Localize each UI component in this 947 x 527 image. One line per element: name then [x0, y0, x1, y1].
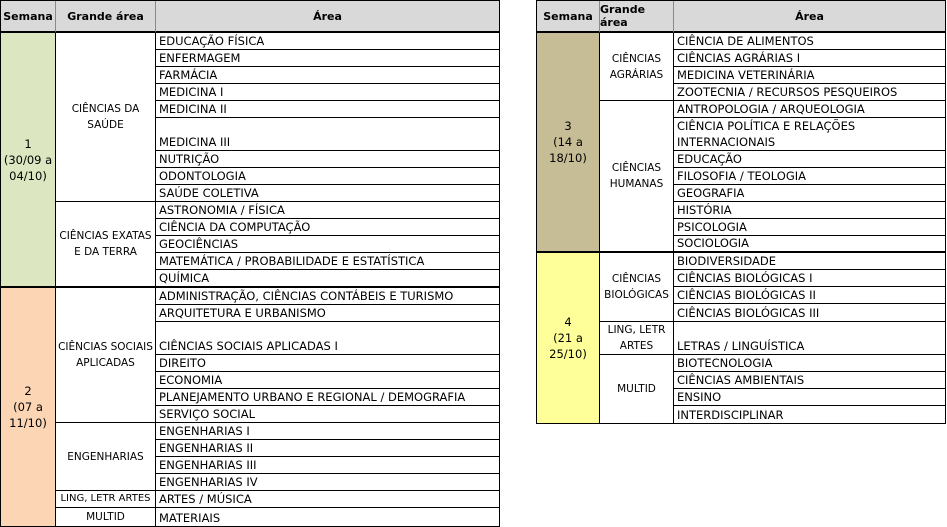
header-area: Área	[156, 0, 500, 33]
week-3-cell: 3 (14 a 18/10)	[536, 33, 600, 253]
grande-area-sociais-aplicadas: CIÊNCIAS SOCIAIS APLICADAS	[56, 288, 156, 423]
week-4-cell: 4 (21 a 25/10)	[536, 253, 600, 424]
area-row: CIÊNCIAS SOCIAIS APLICADAS I	[156, 322, 500, 355]
area-row: SOCIOLOGIA	[674, 236, 946, 253]
grande-area-exatas: CIÊNCIAS EXATAS E DA TERRA	[56, 202, 156, 288]
grande-area-humanas: CIÊNCIAS HUMANAS	[600, 101, 674, 253]
area-row: GEOGRAFIA	[674, 185, 946, 202]
area-row: PLANEJAMENTO URBANO E REGIONAL / DEMOGRAFIA	[156, 389, 500, 406]
area-row: ARQUITETURA E URBANISMO	[156, 305, 500, 322]
grande-area-multid: MULTID	[56, 508, 156, 527]
area-row: MEDICINA I	[156, 84, 500, 101]
area-row: MEDICINA III	[156, 118, 500, 151]
area-row: MEDICINA II	[156, 101, 500, 118]
grande-area-ling-letr-artes: LING, LETR ARTES	[600, 322, 674, 355]
header-grande-area: Grande área	[600, 0, 674, 33]
area-row: MATEMÁTICA / PROBABILIDADE E ESTATÍSTICA	[156, 253, 500, 270]
grande-area-biologicas: CIÊNCIAS BIOLÓGICAS	[600, 253, 674, 322]
area-row: ECONOMIA	[156, 372, 500, 389]
area-row: CIÊNCIA DA COMPUTAÇÃO	[156, 219, 500, 236]
area-row: DIREITO	[156, 355, 500, 372]
area-row: ENGENHARIAS III	[156, 457, 500, 474]
area-row: ENGENHARIAS II	[156, 440, 500, 457]
area-row: HISTÓRIA	[674, 202, 946, 219]
area-row: ENGENHARIAS I	[156, 423, 500, 440]
area-row: SERVIÇO SOCIAL	[156, 406, 500, 423]
week-1-cell: 1 (30/09 a 04/10)	[0, 33, 56, 288]
area-row: FILOSOFIA / TEOLOGIA	[674, 168, 946, 185]
area-row: SAÚDE COLETIVA	[156, 185, 500, 202]
grande-area-ling-letr-artes: LING, LETR ARTES	[56, 491, 156, 508]
area-row: LETRAS / LINGUÍSTICA	[674, 322, 946, 355]
area-row: CIÊNCIA POLÍTICA E RELAÇÕES INTERNACIONAIS	[674, 118, 946, 151]
week-2-cell: 2 (07 a 11/10)	[0, 288, 56, 527]
area-row: BIOTECNOLOGIA	[674, 355, 946, 372]
area-row: EDUCAÇÃO FÍSICA	[156, 33, 500, 50]
area-row: ARTES / MÚSICA	[156, 491, 500, 508]
area-row: EDUCAÇÃO	[674, 151, 946, 168]
area-row: ASTRONOMIA / FÍSICA	[156, 202, 500, 219]
grande-area-saude: CIÊNCIAS DA SAÚDE	[56, 33, 156, 202]
area-row: MEDICINA VETERINÁRIA	[674, 67, 946, 84]
area-row: INTERDISCIPLINAR	[674, 406, 946, 424]
header-semana: Semana	[536, 0, 600, 33]
right-table	[536, 0, 946, 424]
area-row: BIODIVERSIDADE	[674, 253, 946, 270]
header-semana: Semana	[0, 0, 56, 33]
area-row: ENFERMAGEM	[156, 50, 500, 67]
header-area: Área	[674, 0, 946, 33]
area-row: QUÍMICA	[156, 270, 500, 288]
area-row: CIÊNCIAS AGRÁRIAS I	[674, 50, 946, 67]
area-row: CIÊNCIAS BIOLÓGICAS I	[674, 270, 946, 287]
area-row: CIÊNCIAS BIOLÓGICAS III	[674, 304, 946, 322]
area-row: GEOCIÊNCIAS	[156, 236, 500, 253]
area-row: MATERIAIS	[156, 508, 500, 527]
area-row: ENSINO	[674, 389, 946, 406]
area-row: ODONTOLOGIA	[156, 168, 500, 185]
grande-area-multid: MULTID	[600, 355, 674, 424]
area-row: ADMINISTRAÇÃO, CIÊNCIAS CONTÁBEIS E TURISMO	[156, 288, 500, 305]
grande-area-agrarias: CIÊNCIAS AGRÁRIAS	[600, 33, 674, 101]
area-row: ANTROPOLOGIA / ARQUEOLOGIA	[674, 101, 946, 118]
grande-area-engenharias: ENGENHARIAS	[56, 423, 156, 491]
area-row: PSICOLOGIA	[674, 219, 946, 236]
area-row: CIÊNCIAS BIOLÓGICAS II	[674, 287, 946, 304]
header-grande-area: Grande área	[56, 0, 156, 33]
area-row: FARMÁCIA	[156, 67, 500, 84]
area-row: CIÊNCIAS AMBIENTAIS	[674, 372, 946, 389]
area-row: ZOOTECNIA / RECURSOS PESQUEIROS	[674, 84, 946, 101]
area-row: NUTRIÇÃO	[156, 151, 500, 168]
area-row: ENGENHARIAS IV	[156, 474, 500, 491]
area-row: CIÊNCIA DE ALIMENTOS	[674, 33, 946, 50]
